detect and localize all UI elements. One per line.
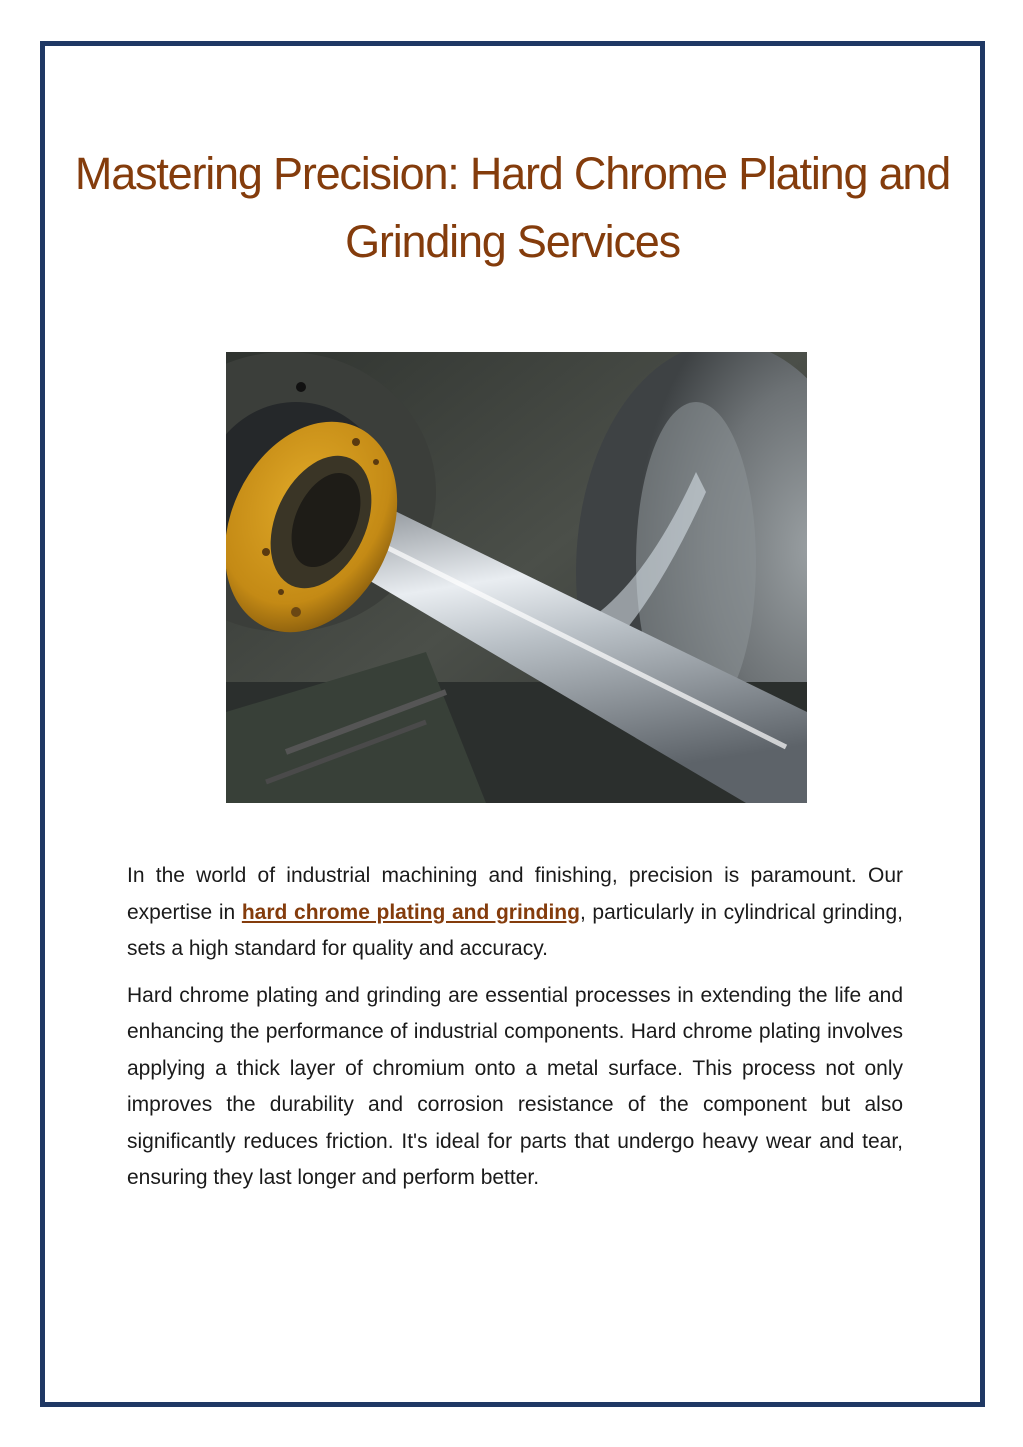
chrome-rod-grinding-photo [226,352,807,803]
paragraph-details: Hard chrome plating and grinding are essential processes in extending the life and enhancing the performance of industrial components. Hard chrome plating involves applying a thick layer of chromium onto a metal surface. This process not only improves the durability and corrosion resistance of the component but also significantly reduces friction. It's ideal for parts that undergo heavy wear and tear, ensuring they last longer and perform better. [127,983,903,1189]
body-text [127,858,903,1207]
paragraph-intro-text: In the world of industrial machining and finishing, precision is paramount. Our expertise in [127,864,903,924]
hard-chrome-plating-link[interactable]: hard chrome plating and grinding [241,900,580,924]
page-frame [40,41,985,1407]
paragraph-intro-text-end: , particularly in cylindrical grinding, sets a high standard for quality and accuracy. [127,900,903,960]
paragraph-intro [127,858,903,968]
page-title: Mastering Precision: Hard Chrome Plating and Grinding Services [74,148,951,267]
